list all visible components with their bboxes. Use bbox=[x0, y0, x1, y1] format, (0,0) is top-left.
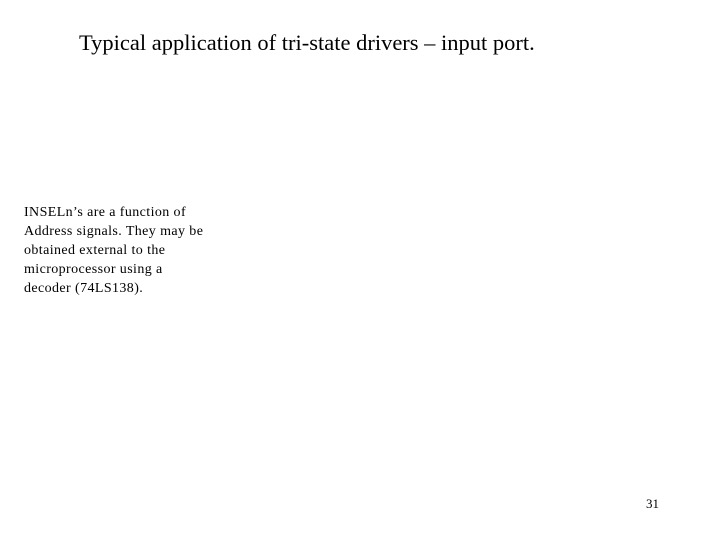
note-line: decoder (74LS138). bbox=[24, 281, 144, 296]
slide-title: Typical application of tri-state drivers – input port. bbox=[79, 30, 535, 55]
page-number: 31 bbox=[646, 496, 659, 511]
note-line: Address signals. They may be bbox=[24, 224, 204, 239]
note-line: obtained external to the bbox=[24, 243, 166, 258]
note-text bbox=[24, 203, 229, 298]
note-line: microprocessor using a bbox=[24, 262, 163, 277]
note-line: INSELn’s are a function of bbox=[24, 205, 187, 220]
